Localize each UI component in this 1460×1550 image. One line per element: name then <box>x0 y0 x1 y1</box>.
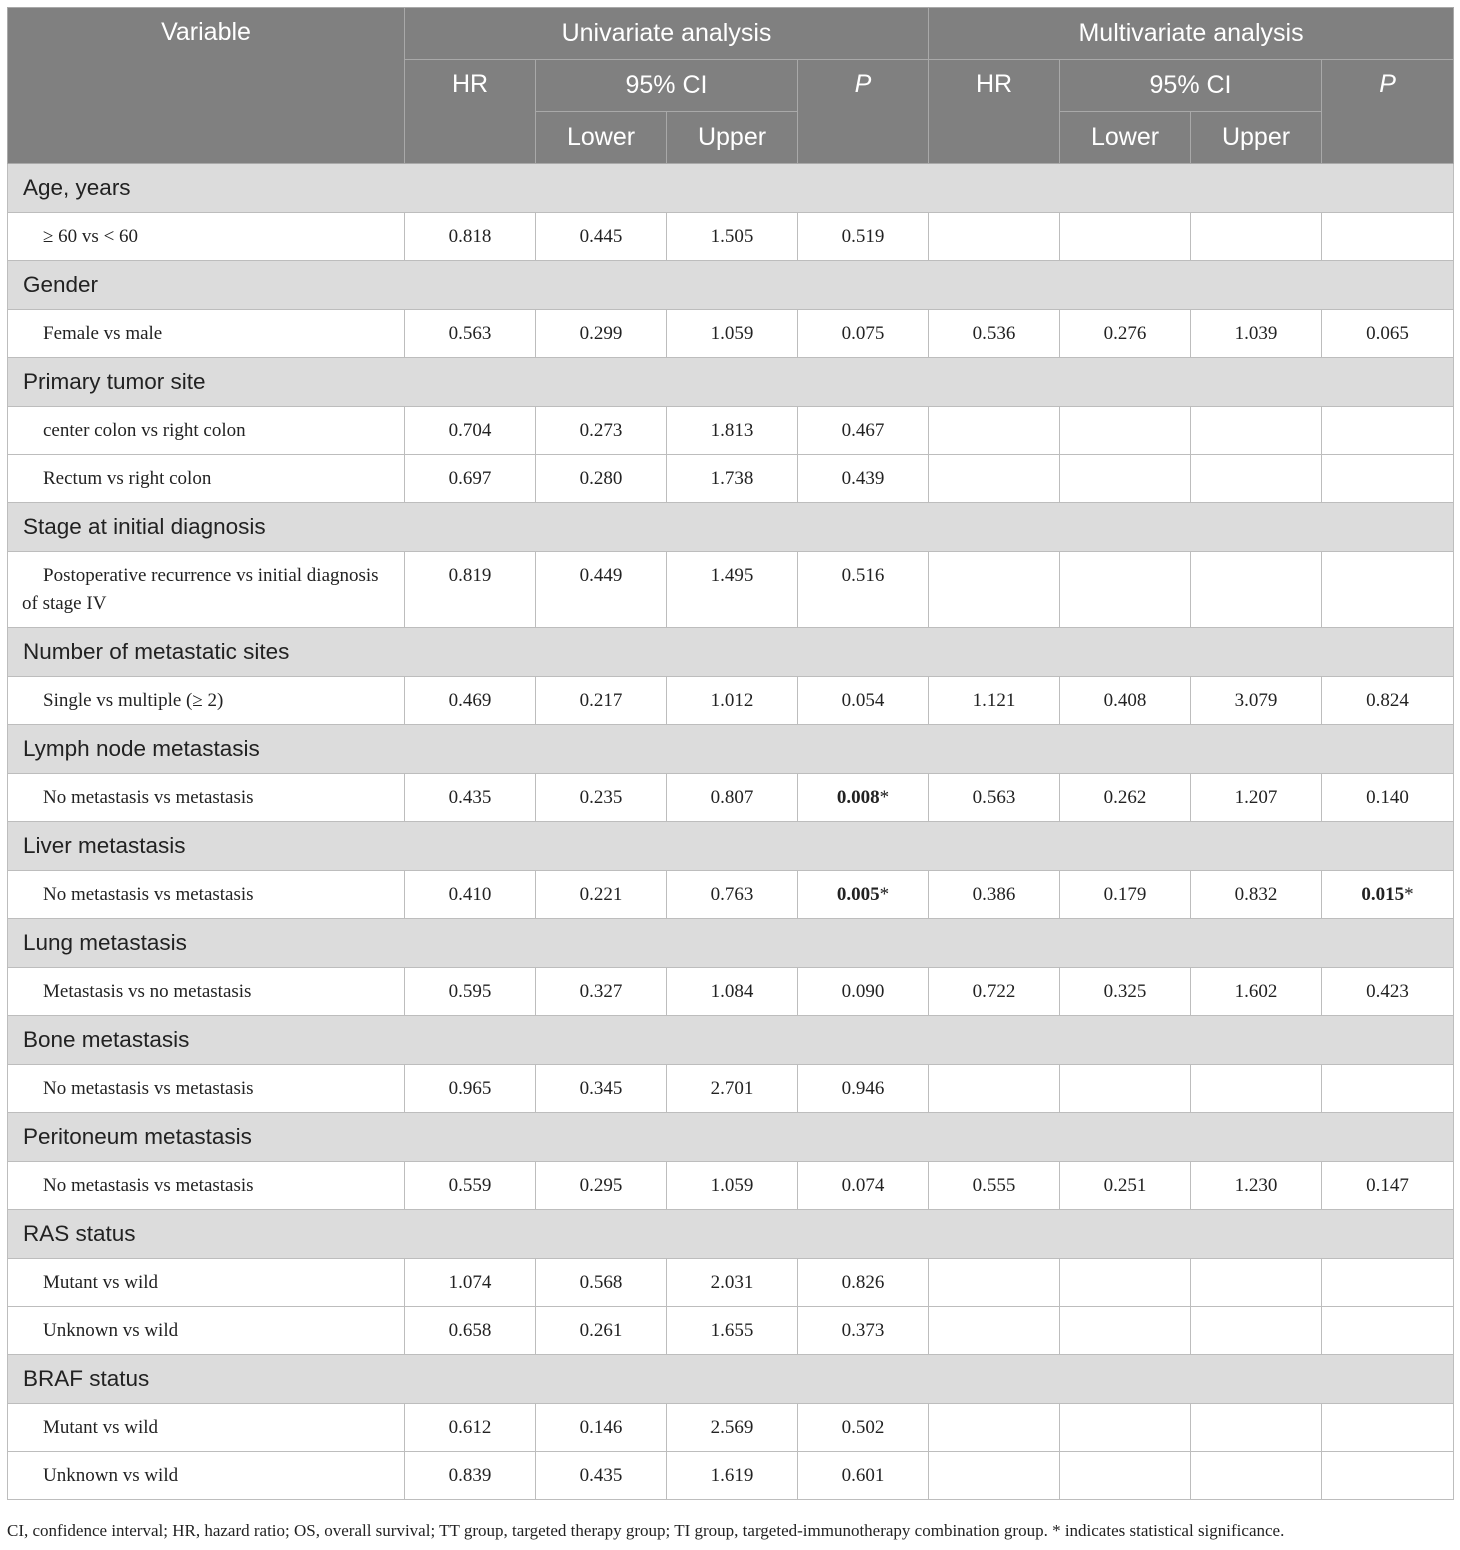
category-spacer <box>1322 1016 1454 1065</box>
category-spacer <box>798 261 929 310</box>
category-spacer <box>1322 503 1454 552</box>
category-spacer <box>1322 164 1454 213</box>
univariate-p-cell: 0.467 <box>798 407 929 455</box>
multivariate-p-cell: 0.824 <box>1322 677 1454 725</box>
multivariate-upper-header: Upper <box>1191 112 1322 164</box>
multivariate-upper-cell: 1.602 <box>1191 968 1322 1016</box>
univariate-p-cell: 0.439 <box>798 455 929 503</box>
univariate-upper-cell: 1.059 <box>667 1162 798 1210</box>
univariate-p-cell: 0.826 <box>798 1259 929 1307</box>
multivariate-upper-cell: 1.207 <box>1191 774 1322 822</box>
category-spacer <box>667 1113 798 1162</box>
category-spacer <box>405 628 536 677</box>
table-row <box>8 455 1454 503</box>
category-label: Gender <box>8 261 405 310</box>
category-row <box>8 164 1454 213</box>
category-label: Liver metastasis <box>8 822 405 871</box>
multivariate-hr-cell <box>929 213 1060 261</box>
category-spacer <box>405 1016 536 1065</box>
row-label: Mutant vs wild <box>8 1259 405 1307</box>
multivariate-hr-cell <box>929 1307 1060 1355</box>
table-row <box>8 774 1454 822</box>
multivariate-upper-cell <box>1191 407 1322 455</box>
category-spacer <box>929 1355 1060 1404</box>
multivariate-p-cell: 0.423 <box>1322 968 1454 1016</box>
multivariate-p-cell <box>1322 871 1454 919</box>
table-footnote: CI, confidence interval; HR, hazard ratio; OS, overall survival; TT group, targeted therapy group; TI group, targeted-immunotherapy combination group. * indicates statistical significance. <box>7 1521 1285 1540</box>
univariate-lower-cell: 0.261 <box>536 1307 667 1355</box>
category-row <box>8 822 1454 871</box>
category-spacer <box>536 503 667 552</box>
category-spacer <box>536 1016 667 1065</box>
row-label: Mutant vs wild <box>8 1404 405 1452</box>
multivariate-p-cell <box>1322 1404 1454 1452</box>
univariate-lower-cell: 0.327 <box>536 968 667 1016</box>
category-spacer <box>1322 261 1454 310</box>
multivariate-upper-cell <box>1191 455 1322 503</box>
multivariate-hr-cell <box>929 455 1060 503</box>
category-spacer <box>1191 261 1322 310</box>
category-spacer <box>1060 261 1191 310</box>
row-label: Rectum vs right colon <box>8 455 405 503</box>
table-row <box>8 1452 1454 1500</box>
category-row <box>8 1113 1454 1162</box>
univariate-lower-cell: 0.217 <box>536 677 667 725</box>
univariate-upper-cell: 1.813 <box>667 407 798 455</box>
univariate-upper-cell: 2.031 <box>667 1259 798 1307</box>
category-spacer <box>536 164 667 213</box>
multivariate-p-cell: 0.147 <box>1322 1162 1454 1210</box>
category-spacer <box>1060 628 1191 677</box>
category-spacer <box>929 822 1060 871</box>
multivariate-lower-cell: 0.276 <box>1060 310 1191 358</box>
category-spacer <box>1191 725 1322 774</box>
category-spacer <box>929 1016 1060 1065</box>
category-spacer <box>1060 919 1191 968</box>
table-row <box>8 1404 1454 1452</box>
univariate-upper-cell: 1.655 <box>667 1307 798 1355</box>
category-spacer <box>667 919 798 968</box>
table-row <box>8 1065 1454 1113</box>
multivariate-hr-cell <box>929 552 1060 628</box>
category-spacer <box>667 725 798 774</box>
univariate-upper-cell: 0.807 <box>667 774 798 822</box>
multivariate-lower-cell: 0.262 <box>1060 774 1191 822</box>
category-spacer <box>1322 822 1454 871</box>
category-label: Lung metastasis <box>8 919 405 968</box>
category-spacer <box>667 1210 798 1259</box>
univariate-p-cell: 0.516 <box>798 552 929 628</box>
table-row <box>8 213 1454 261</box>
category-spacer <box>1060 822 1191 871</box>
row-label: Postoperative recurrence vs initial diagnosis of stage IV <box>8 552 405 628</box>
multivariate-lower-header: Lower <box>1060 112 1191 164</box>
category-spacer <box>536 725 667 774</box>
multivariate-p-cell <box>1322 455 1454 503</box>
univariate-upper-cell: 1.059 <box>667 310 798 358</box>
category-spacer <box>667 503 798 552</box>
univariate-lower-cell: 0.449 <box>536 552 667 628</box>
univariate-hr-cell: 0.819 <box>405 552 536 628</box>
multivariate-lower-cell <box>1060 1404 1191 1452</box>
table-row <box>8 1307 1454 1355</box>
row-label: No metastasis vs metastasis <box>8 1162 405 1210</box>
category-row <box>8 919 1454 968</box>
category-spacer <box>1191 919 1322 968</box>
category-spacer <box>1322 358 1454 407</box>
univariate-lower-cell: 0.273 <box>536 407 667 455</box>
table-header <box>8 8 1454 164</box>
row-label: Unknown vs wild <box>8 1307 405 1355</box>
univariate-upper-cell: 1.619 <box>667 1452 798 1500</box>
univariate-p-cell: 0.075 <box>798 310 929 358</box>
multivariate-upper-cell: 1.230 <box>1191 1162 1322 1210</box>
category-spacer <box>798 725 929 774</box>
category-label: Age, years <box>8 164 405 213</box>
category-spacer <box>1191 1113 1322 1162</box>
category-row <box>8 261 1454 310</box>
univariate-upper-cell: 2.569 <box>667 1404 798 1452</box>
category-spacer <box>798 1113 929 1162</box>
category-row <box>8 725 1454 774</box>
univariate-p-cell: 0.373 <box>798 1307 929 1355</box>
category-spacer <box>536 628 667 677</box>
category-label: Bone metastasis <box>8 1016 405 1065</box>
univariate-hr-header: HR <box>405 60 536 164</box>
row-label: No metastasis vs metastasis <box>8 774 405 822</box>
category-spacer <box>667 358 798 407</box>
multivariate-lower-cell <box>1060 1307 1191 1355</box>
multivariate-hr-cell: 0.555 <box>929 1162 1060 1210</box>
category-spacer <box>929 1210 1060 1259</box>
univariate-upper-cell: 1.084 <box>667 968 798 1016</box>
univariate-hr-cell: 0.704 <box>405 407 536 455</box>
cox-regression-table <box>7 7 1454 1500</box>
univariate-p-cell: 0.946 <box>798 1065 929 1113</box>
category-row <box>8 1210 1454 1259</box>
multivariate-hr-cell <box>929 407 1060 455</box>
category-spacer <box>798 628 929 677</box>
multivariate-ci-header: 95% CI <box>1060 60 1322 112</box>
univariate-hr-cell: 0.563 <box>405 310 536 358</box>
univariate-p-cell: 0.502 <box>798 1404 929 1452</box>
row-label: Metastasis vs no metastasis <box>8 968 405 1016</box>
univariate-p-cell: 0.090 <box>798 968 929 1016</box>
univariate-p-cell <box>798 871 929 919</box>
univariate-lower-cell: 0.299 <box>536 310 667 358</box>
univariate-hr-cell: 0.612 <box>405 1404 536 1452</box>
category-spacer <box>798 1355 929 1404</box>
univariate-lower-cell: 0.146 <box>536 1404 667 1452</box>
table-row <box>8 677 1454 725</box>
multivariate-hr-cell <box>929 1065 1060 1113</box>
univariate-header: Univariate analysis <box>405 8 929 60</box>
multivariate-hr-cell <box>929 1452 1060 1500</box>
category-spacer <box>667 1355 798 1404</box>
multivariate-hr-cell: 1.121 <box>929 677 1060 725</box>
multivariate-lower-cell: 0.408 <box>1060 677 1191 725</box>
multivariate-p-cell <box>1322 1065 1454 1113</box>
table-row <box>8 968 1454 1016</box>
multivariate-hr-header: HR <box>929 60 1060 164</box>
univariate-hr-cell: 0.469 <box>405 677 536 725</box>
category-spacer <box>536 822 667 871</box>
category-spacer <box>536 919 667 968</box>
univariate-hr-cell: 0.559 <box>405 1162 536 1210</box>
multivariate-upper-cell <box>1191 1259 1322 1307</box>
category-spacer <box>798 358 929 407</box>
category-row <box>8 358 1454 407</box>
row-label: No metastasis vs metastasis <box>8 1065 405 1113</box>
category-spacer <box>1060 1210 1191 1259</box>
category-spacer <box>1191 628 1322 677</box>
multivariate-lower-cell <box>1060 455 1191 503</box>
univariate-p-cell <box>798 774 929 822</box>
significant-p-value: 0.015 <box>1361 884 1405 905</box>
row-label: Single vs multiple (≥ 2) <box>8 677 405 725</box>
univariate-hr-cell: 0.839 <box>405 1452 536 1500</box>
multivariate-p-cell: 0.065 <box>1322 310 1454 358</box>
multivariate-header: Multivariate analysis <box>929 8 1454 60</box>
category-spacer <box>405 919 536 968</box>
category-spacer <box>667 628 798 677</box>
univariate-upper-cell: 1.738 <box>667 455 798 503</box>
category-spacer <box>929 503 1060 552</box>
category-row <box>8 503 1454 552</box>
category-label: Primary tumor site <box>8 358 405 407</box>
univariate-upper-cell: 1.495 <box>667 552 798 628</box>
category-spacer <box>667 164 798 213</box>
results-table-container <box>7 7 1453 1500</box>
significance-marker: * <box>879 787 890 808</box>
category-spacer <box>929 628 1060 677</box>
univariate-upper-header: Upper <box>667 112 798 164</box>
multivariate-upper-cell <box>1191 1452 1322 1500</box>
category-spacer <box>798 503 929 552</box>
category-spacer <box>1191 164 1322 213</box>
category-row <box>8 628 1454 677</box>
table-row <box>8 1162 1454 1210</box>
category-spacer <box>536 1355 667 1404</box>
univariate-ci-header: 95% CI <box>536 60 798 112</box>
category-spacer <box>405 164 536 213</box>
multivariate-upper-cell: 3.079 <box>1191 677 1322 725</box>
univariate-lower-cell: 0.280 <box>536 455 667 503</box>
univariate-lower-cell: 0.345 <box>536 1065 667 1113</box>
category-row <box>8 1016 1454 1065</box>
multivariate-lower-cell <box>1060 1452 1191 1500</box>
category-row <box>8 1355 1454 1404</box>
category-spacer <box>1191 822 1322 871</box>
category-spacer <box>405 1355 536 1404</box>
multivariate-p-header: P <box>1322 60 1454 164</box>
multivariate-lower-cell <box>1060 552 1191 628</box>
category-spacer <box>1191 358 1322 407</box>
table-row <box>8 552 1454 628</box>
multivariate-hr-cell: 0.386 <box>929 871 1060 919</box>
multivariate-hr-cell: 0.722 <box>929 968 1060 1016</box>
category-spacer <box>1060 1016 1191 1065</box>
univariate-hr-cell: 1.074 <box>405 1259 536 1307</box>
univariate-lower-cell: 0.235 <box>536 774 667 822</box>
univariate-upper-cell: 0.763 <box>667 871 798 919</box>
category-spacer <box>798 822 929 871</box>
category-spacer <box>1191 1210 1322 1259</box>
univariate-hr-cell: 0.658 <box>405 1307 536 1355</box>
multivariate-lower-cell <box>1060 213 1191 261</box>
univariate-hr-cell: 0.595 <box>405 968 536 1016</box>
category-spacer <box>536 1210 667 1259</box>
univariate-lower-cell: 0.445 <box>536 213 667 261</box>
univariate-hr-cell: 0.818 <box>405 213 536 261</box>
multivariate-hr-cell: 0.536 <box>929 310 1060 358</box>
multivariate-upper-cell <box>1191 213 1322 261</box>
category-spacer <box>929 1113 1060 1162</box>
multivariate-lower-cell <box>1060 407 1191 455</box>
multivariate-upper-cell: 0.832 <box>1191 871 1322 919</box>
multivariate-p-cell <box>1322 1259 1454 1307</box>
univariate-lower-cell: 0.568 <box>536 1259 667 1307</box>
category-spacer <box>798 164 929 213</box>
significant-p-value: 0.005 <box>836 884 880 905</box>
table-row <box>8 407 1454 455</box>
multivariate-upper-cell <box>1191 1404 1322 1452</box>
category-spacer <box>929 261 1060 310</box>
multivariate-hr-cell: 0.563 <box>929 774 1060 822</box>
category-spacer <box>929 725 1060 774</box>
multivariate-hr-cell <box>929 1259 1060 1307</box>
multivariate-upper-cell <box>1191 552 1322 628</box>
multivariate-p-cell <box>1322 407 1454 455</box>
multivariate-hr-cell <box>929 1404 1060 1452</box>
category-spacer <box>1322 1113 1454 1162</box>
variable-header: Variable <box>8 8 405 164</box>
category-spacer <box>929 164 1060 213</box>
category-spacer <box>1322 725 1454 774</box>
category-spacer <box>405 725 536 774</box>
category-spacer <box>405 503 536 552</box>
category-spacer <box>1191 1016 1322 1065</box>
category-spacer <box>405 358 536 407</box>
category-spacer <box>798 1016 929 1065</box>
category-spacer <box>1322 919 1454 968</box>
category-spacer <box>405 1113 536 1162</box>
univariate-lower-cell: 0.435 <box>536 1452 667 1500</box>
multivariate-p-cell <box>1322 552 1454 628</box>
multivariate-upper-cell <box>1191 1065 1322 1113</box>
category-spacer <box>1060 1113 1191 1162</box>
significant-p-value: 0.008 <box>836 787 880 808</box>
category-spacer <box>536 261 667 310</box>
multivariate-lower-cell: 0.179 <box>1060 871 1191 919</box>
significance-marker: * <box>879 884 890 905</box>
univariate-lower-cell: 0.221 <box>536 871 667 919</box>
multivariate-upper-cell <box>1191 1307 1322 1355</box>
category-spacer <box>1060 1355 1191 1404</box>
category-spacer <box>798 1210 929 1259</box>
category-spacer <box>667 822 798 871</box>
univariate-hr-cell: 0.435 <box>405 774 536 822</box>
univariate-hr-cell: 0.965 <box>405 1065 536 1113</box>
row-label: ≥ 60 vs < 60 <box>8 213 405 261</box>
univariate-lower-header: Lower <box>536 112 667 164</box>
category-spacer <box>1060 503 1191 552</box>
table-row <box>8 310 1454 358</box>
univariate-p-cell: 0.519 <box>798 213 929 261</box>
category-spacer <box>1191 503 1322 552</box>
category-spacer <box>405 1210 536 1259</box>
category-label: Peritoneum metastasis <box>8 1113 405 1162</box>
category-spacer <box>929 358 1060 407</box>
multivariate-lower-cell <box>1060 1259 1191 1307</box>
category-spacer <box>405 261 536 310</box>
table-row <box>8 1259 1454 1307</box>
category-spacer <box>667 1016 798 1065</box>
category-spacer <box>536 1113 667 1162</box>
multivariate-p-cell <box>1322 1452 1454 1500</box>
category-spacer <box>929 919 1060 968</box>
category-label: Stage at initial diagnosis <box>8 503 405 552</box>
univariate-lower-cell: 0.295 <box>536 1162 667 1210</box>
category-spacer <box>667 261 798 310</box>
multivariate-p-cell <box>1322 213 1454 261</box>
multivariate-p-cell: 0.140 <box>1322 774 1454 822</box>
multivariate-lower-cell <box>1060 1065 1191 1113</box>
category-spacer <box>536 358 667 407</box>
category-spacer <box>1191 1355 1322 1404</box>
multivariate-p-cell <box>1322 1307 1454 1355</box>
category-spacer <box>1060 358 1191 407</box>
univariate-hr-cell: 0.410 <box>405 871 536 919</box>
multivariate-lower-cell: 0.325 <box>1060 968 1191 1016</box>
univariate-hr-cell: 0.697 <box>405 455 536 503</box>
univariate-p-header: P <box>798 60 929 164</box>
category-spacer <box>1322 1355 1454 1404</box>
category-label: RAS status <box>8 1210 405 1259</box>
univariate-p-cell: 0.074 <box>798 1162 929 1210</box>
category-label: Lymph node metastasis <box>8 725 405 774</box>
row-label: Unknown vs wild <box>8 1452 405 1500</box>
univariate-upper-cell: 1.012 <box>667 677 798 725</box>
univariate-upper-cell: 1.505 <box>667 213 798 261</box>
row-label: No metastasis vs metastasis <box>8 871 405 919</box>
category-spacer <box>405 822 536 871</box>
row-label: Female vs male <box>8 310 405 358</box>
category-label: Number of metastatic sites <box>8 628 405 677</box>
multivariate-lower-cell: 0.251 <box>1060 1162 1191 1210</box>
category-label: BRAF status <box>8 1355 405 1404</box>
category-spacer <box>798 919 929 968</box>
table-body <box>8 164 1454 1500</box>
univariate-upper-cell: 2.701 <box>667 1065 798 1113</box>
category-spacer <box>1060 725 1191 774</box>
significance-marker: * <box>1404 884 1414 905</box>
univariate-p-cell: 0.601 <box>798 1452 929 1500</box>
category-spacer <box>1060 164 1191 213</box>
category-spacer <box>1322 628 1454 677</box>
multivariate-upper-cell: 1.039 <box>1191 310 1322 358</box>
category-spacer <box>1322 1210 1454 1259</box>
univariate-p-cell: 0.054 <box>798 677 929 725</box>
row-label: center colon vs right colon <box>8 407 405 455</box>
table-row <box>8 871 1454 919</box>
